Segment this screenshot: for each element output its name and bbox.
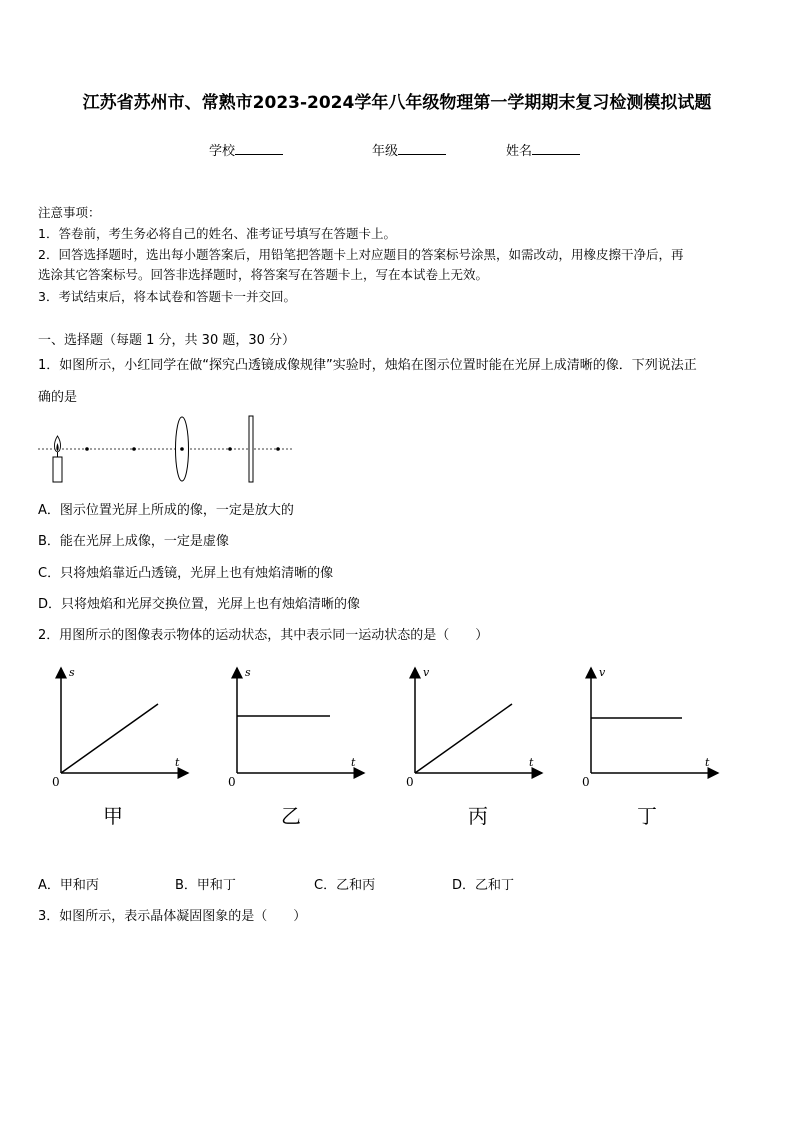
graph-bing-label: 丙 bbox=[468, 804, 488, 828]
school-field bbox=[209, 140, 283, 159]
x-axis-label: t bbox=[705, 756, 710, 769]
origin-label: 0 bbox=[228, 775, 236, 789]
q1-option-c[interactable]: C．只将烛焰靠近凸透镜，光屏上也有烛焰清晰的像 bbox=[38, 566, 334, 581]
name-label: 姓名 bbox=[506, 144, 533, 159]
name-blank bbox=[532, 142, 580, 155]
q2-stem: 2．用图所示的图像表示物体的运动状态，其中表示同一运动状态的是（ ） bbox=[38, 628, 489, 643]
graph-yi bbox=[222, 660, 372, 795]
y-axis-label: s bbox=[245, 666, 251, 679]
graph-ding-label: 丁 bbox=[637, 804, 657, 828]
axis-point bbox=[228, 447, 232, 451]
light-screen bbox=[249, 416, 253, 482]
graph-line bbox=[61, 704, 158, 773]
q1-option-d[interactable]: D．只将烛焰和光屏交换位置，光屏上也有烛焰清晰的像 bbox=[38, 597, 361, 612]
graph-ding bbox=[576, 660, 726, 795]
graph-yi-label: 乙 bbox=[281, 804, 301, 828]
q1-stem-line-1: 1．如图所示，小红同学在做“探究凸透镜成像规律”实验时，烛焰在图示位置时能在光屏上成清晰的像．下列说法正 bbox=[38, 358, 697, 373]
notice-item-2-line-1: 2．回答选择题时，选出每小题答案后，用铅笔把答题卡上对应题目的答案标号涂黑，如需改动，用橡皮擦干净后，再 bbox=[38, 247, 684, 262]
q3-stem: 3．如图所示，表示晶体凝固图象的是（ ） bbox=[38, 909, 307, 924]
notice-item-3: 3．考试结束后，将本试卷和答题卡一并交回。 bbox=[38, 289, 296, 304]
notice-item-1: 1．答卷前，考生务必将自己的姓名、准考证号填写在答题卡上。 bbox=[38, 226, 396, 241]
candle-icon bbox=[53, 436, 62, 482]
axis-point bbox=[85, 447, 89, 451]
axis-point bbox=[132, 447, 136, 451]
axis-point bbox=[276, 447, 280, 451]
q2-option-c[interactable]: C．乙和丙 bbox=[314, 878, 376, 893]
q2-option-a[interactable]: A．甲和丙 bbox=[38, 878, 99, 893]
name-field bbox=[506, 140, 580, 159]
graph-jia-label: 甲 bbox=[103, 804, 123, 828]
notice-heading: 注意事项： bbox=[38, 205, 101, 220]
page-title: 江苏省苏州市、常熟市2023-2024学年八年级物理第一学期期末复习检测模拟试题 bbox=[82, 93, 712, 113]
origin-label: 0 bbox=[406, 775, 414, 789]
school-label: 学校 bbox=[209, 144, 236, 159]
origin-label: 0 bbox=[582, 775, 590, 789]
section-heading: 一、选择题（每题 1 分，共 30 题，30 分） bbox=[38, 333, 296, 348]
q2-option-b[interactable]: B．甲和丁 bbox=[175, 878, 236, 893]
lens-experiment-figure bbox=[36, 412, 298, 488]
school-blank bbox=[235, 142, 283, 155]
grade-blank bbox=[398, 142, 446, 155]
notice-item-2-line-2: 选涂其它答案标号。回答非选择题时，将答案写在答题卡上，写在本试卷上无效。 bbox=[38, 267, 489, 282]
x-axis-label: t bbox=[175, 756, 180, 769]
q1-option-a[interactable]: A．图示位置光屏上所成的像，一定是放大的 bbox=[38, 503, 294, 518]
graph-jia bbox=[46, 660, 196, 795]
grade-field bbox=[372, 140, 446, 159]
y-axis-label: v bbox=[423, 666, 430, 679]
lens-center-point bbox=[180, 447, 184, 451]
q2-option-d[interactable]: D．乙和丁 bbox=[452, 878, 515, 893]
graph-line bbox=[415, 704, 512, 773]
q1-stem-line-2: 确的是 bbox=[38, 390, 78, 405]
origin-label: 0 bbox=[52, 775, 60, 789]
graph-bing bbox=[400, 660, 550, 795]
q1-option-b[interactable]: B．能在光屏上成像，一定是虚像 bbox=[38, 534, 229, 549]
x-axis-label: t bbox=[351, 756, 356, 769]
y-axis-label: v bbox=[599, 666, 606, 679]
grade-label: 年级 bbox=[372, 144, 399, 159]
y-axis-label: s bbox=[69, 666, 75, 679]
x-axis-label: t bbox=[529, 756, 534, 769]
